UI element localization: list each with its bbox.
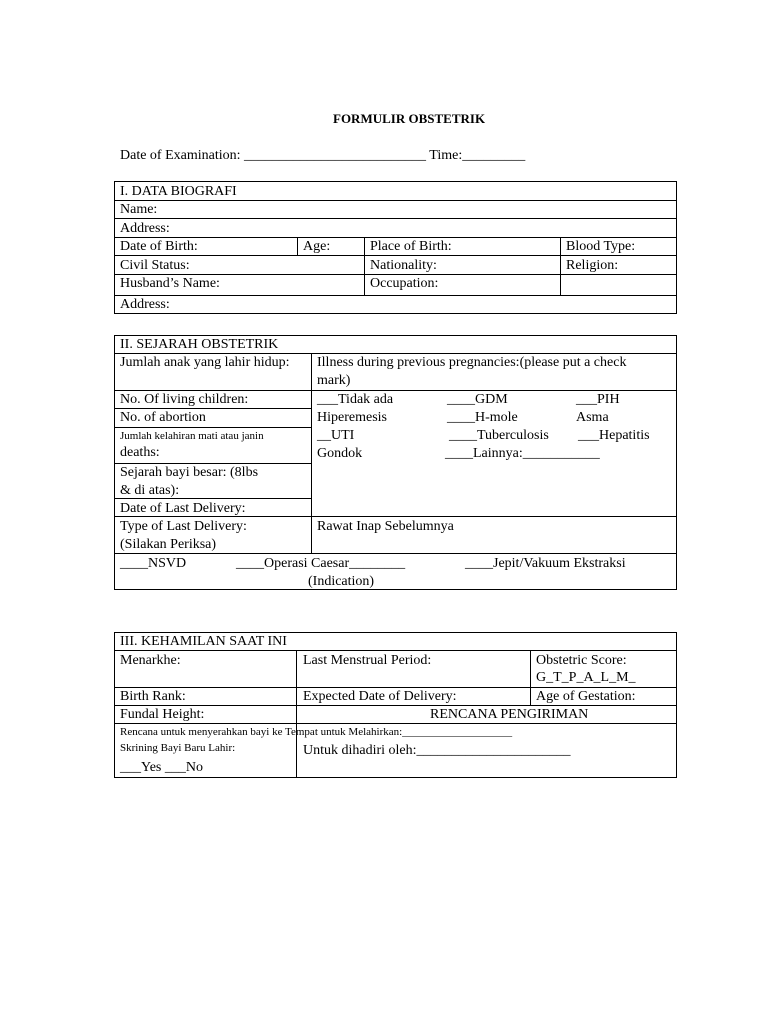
rawat-inap-label[interactable]: Rawat Inap Sebelumnya <box>317 519 454 534</box>
obstetric-score-label: Obstetric Score: <box>536 653 627 668</box>
husband-name-field[interactable]: Husband’s Name: <box>120 276 220 291</box>
illness-instruction-2: mark) <box>317 373 351 388</box>
religion-field[interactable]: Religion: <box>566 258 619 273</box>
check-gdm[interactable]: ____GDM <box>447 392 508 407</box>
menarkhe-field[interactable]: Menarkhe: <box>120 653 181 668</box>
skrining-yes-no[interactable]: ___Yes ___No <box>120 760 203 775</box>
check-hmole[interactable]: ____H-mole <box>447 410 518 425</box>
birth-rank-field[interactable]: Birth Rank: <box>120 689 186 704</box>
check-operasi-caesar[interactable]: ____Operasi Caesar________ <box>236 556 406 571</box>
form-title: FORMULIR OBSTETRIK <box>333 111 486 126</box>
check-hiperemesis[interactable]: Hiperemesis <box>317 410 387 425</box>
civil-status-field[interactable]: Civil Status: <box>120 258 190 273</box>
abortion-field[interactable]: No. of abortion <box>120 410 206 425</box>
check-hepatitis[interactable]: ___Hepatitis <box>578 428 650 443</box>
nationality-field[interactable]: Nationality: <box>370 258 437 273</box>
illness-instruction-1: Illness during previous pregnancies:(please put a check <box>317 355 627 370</box>
deaths-label-2[interactable]: deaths: <box>120 445 160 460</box>
age-field[interactable]: Age: <box>303 239 331 254</box>
name-field[interactable]: Name: <box>120 202 158 217</box>
check-tuberculosis[interactable]: ____Tuberculosis <box>449 428 549 443</box>
bayi-besar-label-1: Sejarah bayi besar: (8lbs <box>120 465 259 480</box>
indication-label: (Indication) <box>308 574 375 589</box>
check-nsvd[interactable]: ____NSVD <box>120 556 187 571</box>
check-tidak-ada[interactable]: ___Tidak ada <box>317 392 394 407</box>
jumlah-anak-field[interactable]: Jumlah anak yang lahir hidup: <box>120 355 290 370</box>
living-children-field[interactable]: No. Of living children: <box>120 392 249 407</box>
address-field[interactable]: Address: <box>120 221 170 236</box>
address2-field[interactable]: Address: <box>120 297 170 312</box>
rencana-pengiriman-heading: RENCANA PENGIRIMAN <box>430 707 589 722</box>
check-uti[interactable]: __UTI <box>317 428 355 443</box>
lmp-field[interactable]: Last Menstrual Period: <box>303 653 432 668</box>
silakan-periksa-label: (Silakan Periksa) <box>120 537 217 552</box>
section-1-heading: I. DATA BIOGRAFI <box>120 184 237 199</box>
gtpalm-field[interactable]: G_T_P_A_L_M_ <box>536 670 636 685</box>
aog-field[interactable]: Age of Gestation: <box>536 689 636 704</box>
section-3-heading: III. KEHAMILAN SAAT INI <box>120 634 287 649</box>
occupation-field[interactable]: Occupation: <box>370 276 439 291</box>
rencana-serah-field[interactable]: Rencana untuk menyerahkan bayi ke Tempat untuk Melahirkan:____________________ <box>120 726 513 738</box>
check-gondok[interactable]: Gondok <box>317 446 363 461</box>
check-lainnya[interactable]: ____Lainnya:___________ <box>445 446 600 461</box>
dihadiri-field[interactable]: Untuk dihadiri oleh:______________________ <box>303 743 571 758</box>
type-last-delivery-label: Type of Last Delivery: <box>120 519 247 534</box>
deaths-label-1: Jumlah kelahiran mati atau janin <box>120 430 264 442</box>
check-asma[interactable]: Asma <box>576 410 609 425</box>
dob-field[interactable]: Date of Birth: <box>120 239 198 254</box>
fundal-height-field[interactable]: Fundal Height: <box>120 707 205 722</box>
check-jepit-vakuum[interactable]: ____Jepit/Vakuum Ekstraksi <box>465 556 626 571</box>
section-2-heading: II. SEJARAH OBSTETRIK <box>120 337 279 352</box>
check-pih[interactable]: ___PIH <box>576 392 620 407</box>
bayi-besar-label-2[interactable]: & di atas): <box>120 483 180 498</box>
edd-field[interactable]: Expected Date of Delivery: <box>303 689 457 704</box>
date-time-line: Date of Examination: __________________________ Time:_________ <box>120 148 526 163</box>
place-of-birth-field[interactable]: Place of Birth: <box>370 239 452 254</box>
last-delivery-field[interactable]: Date of Last Delivery: <box>120 501 246 516</box>
skrining-label: Skrining Bayi Baru Lahir: <box>120 742 236 754</box>
blood-type-field[interactable]: Blood Type: <box>566 239 636 254</box>
